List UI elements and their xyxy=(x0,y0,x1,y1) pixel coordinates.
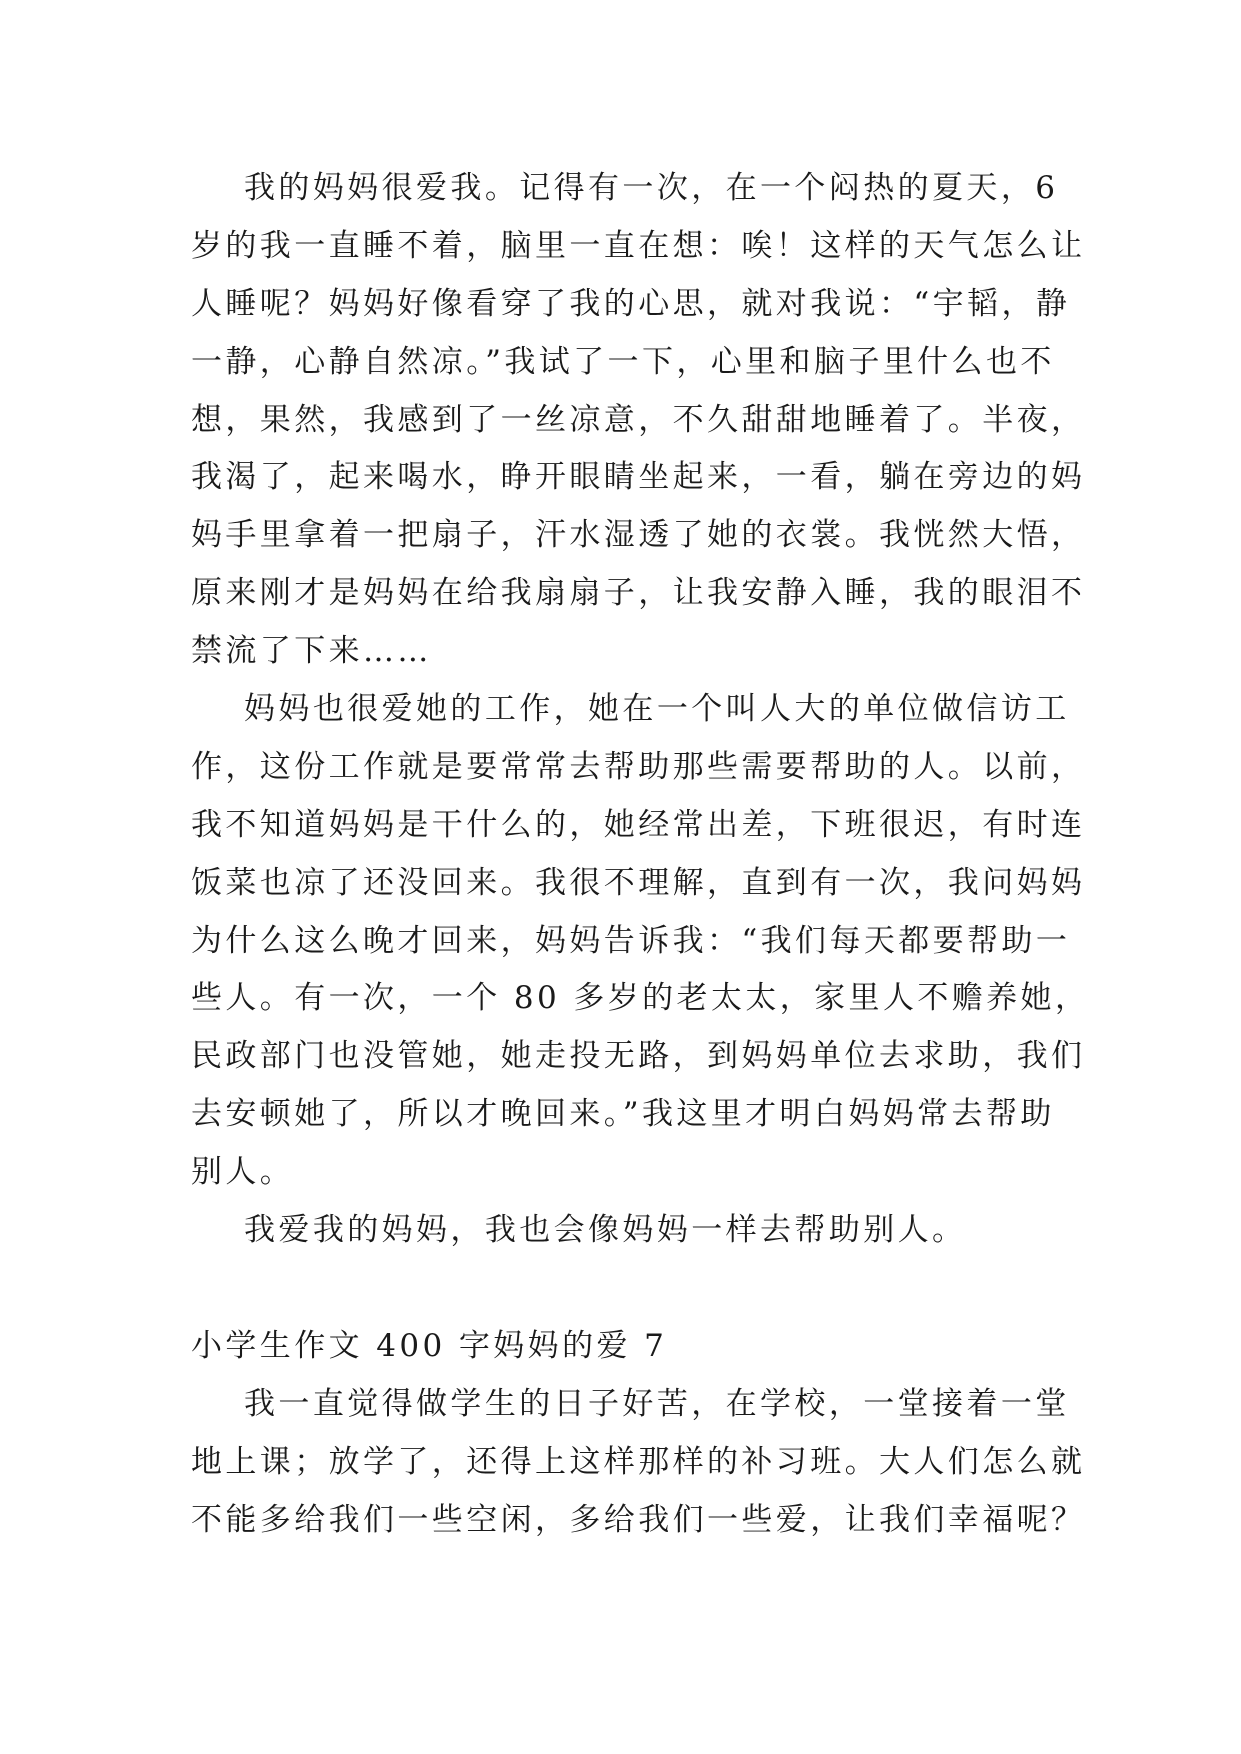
document-body xyxy=(191,160,1090,1549)
text-line: 妈手里拿着一把扇子，汗水湿透了她的衣裳。我恍然大悟， xyxy=(191,517,1086,554)
text-line: 想，果然，我感到了一丝凉意，不久甜甜地睡着了。半夜， xyxy=(191,401,1086,438)
text-line: 原来刚才是妈妈在给我扇扇子，让我安静入睡，我的眼泪不 xyxy=(191,575,1086,612)
text-line: 民政部门也没管她，她走投无路，到妈妈单位去求助，我们 xyxy=(191,1038,1086,1075)
text-line: 不能多给我们一些空闲，多给我们一些爱，让我们幸福呢？ xyxy=(191,1501,1086,1538)
text-line: 别人。 xyxy=(191,1154,295,1191)
text-line: 些人。有一次，一个 80 多岁的老太太，家里人不赡养她， xyxy=(191,980,1090,1017)
blank-line xyxy=(191,1260,1071,1318)
text-line: 禁流了下来…… xyxy=(191,633,432,670)
paragraph xyxy=(191,160,1086,681)
text-line: 我一直觉得做学生的日子好苦，在学校，一堂接着一堂 xyxy=(191,1385,1070,1422)
text-line: 我渴了，起来喝水，睁开眼睛坐起来，一看，躺在旁边的妈 xyxy=(191,459,1086,496)
text-line: 我的妈妈很爱我。记得有一次，在一个闷热的夏天，6 xyxy=(191,170,1059,206)
paragraph xyxy=(191,681,1090,1202)
text-line: 我不知道妈妈是干什么的，她经常出差，下班很迟，有时连 xyxy=(191,806,1086,843)
text-line: 作，这份工作就是要常常去帮助那些需要帮助的人。以前， xyxy=(191,748,1086,785)
text-line: 我爱我的妈妈，我也会像妈妈一样去帮助别人。 xyxy=(191,1212,967,1249)
paragraph xyxy=(191,1202,1071,1260)
text-line: 一静，心静自然凉。”我试了一下，心里和脑子里什么也不 xyxy=(191,343,1055,380)
paragraph xyxy=(191,1376,1086,1550)
text-line: 妈妈也很爱她的工作，她在一个叫人大的单位做信访工 xyxy=(191,691,1070,728)
text-line: 地上课；放学了，还得上这样那样的补习班。大人们怎么就 xyxy=(191,1443,1086,1480)
text-line: 岁的我一直睡不着，脑里一直在想：唉！这样的天气怎么让 xyxy=(191,227,1086,264)
text-line: 饭菜也凉了还没回来。我很不理解，直到有一次，我问妈妈 xyxy=(191,864,1086,901)
text-line: 人睡呢？妈妈好像看穿了我的心思，就对我说：“宇韬，静 xyxy=(191,285,1071,322)
text-line: 为什么这么晚才回来，妈妈告诉我：“我们每天都要帮助一 xyxy=(191,922,1071,959)
text-line: 去安顿她了，所以才晚回来。”我这里才明白妈妈常去帮助 xyxy=(191,1096,1055,1133)
section-title: 小学生作文 400 字妈妈的爱 7 xyxy=(191,1327,668,1364)
